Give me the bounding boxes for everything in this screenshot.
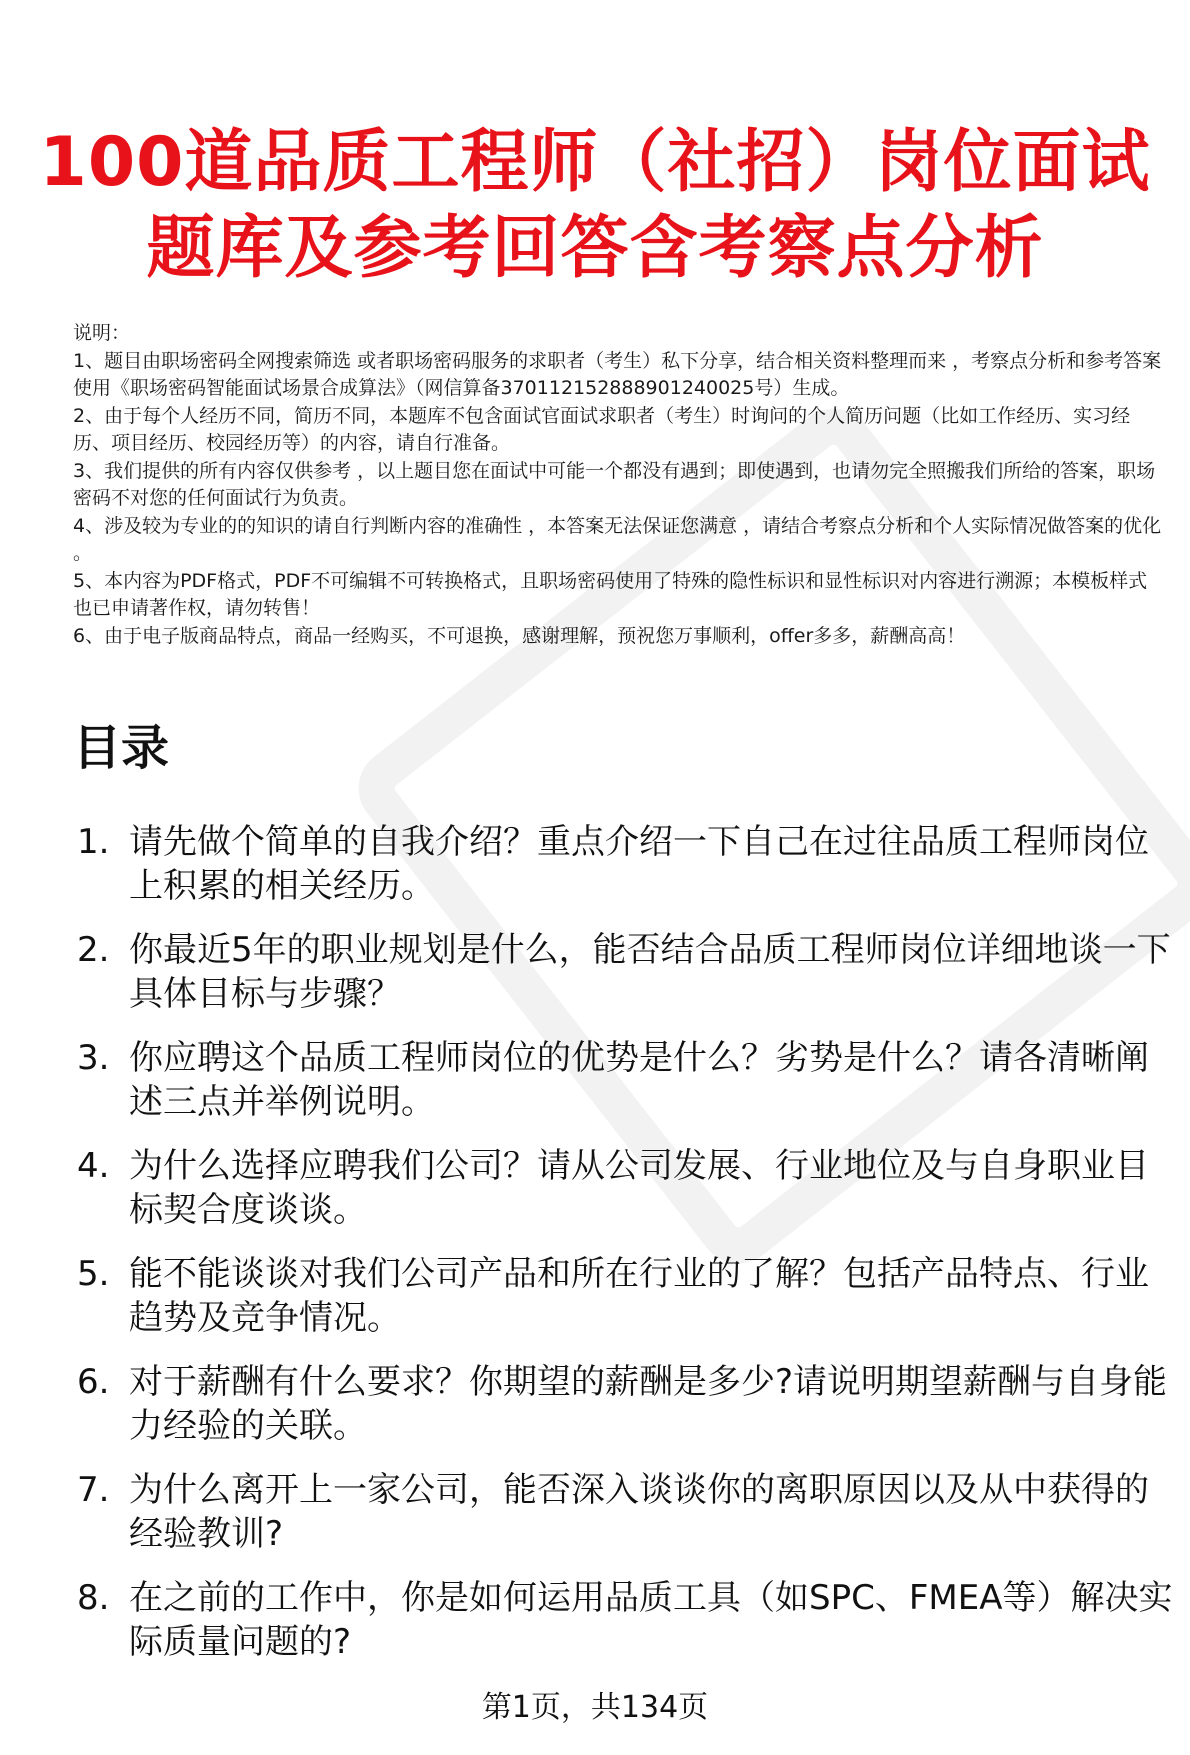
- toc-item-number: 3.: [77, 1038, 110, 1078]
- toc-item-text: 为什么选择应聘我们公司？请从公司发展、行业地位及与自身职业目标契合度谈谈。: [129, 1146, 1149, 1230]
- toc-item-text: 对于薪酬有什么要求？你期望的薪酬是多少?请说明期望薪酬与自身能力经验的关联。: [129, 1362, 1168, 1446]
- toc-item[interactable]: [73, 820, 1173, 928]
- note-item: 4、涉及较为专业的的知识的请自行判断内容的准确性 ，本答案无法保证您满意 ，请结合考察点分析和个人实际情况做答案的优化 。: [73, 514, 1162, 564]
- toc-item-text: 请先做个简单的自我介绍？重点介绍一下自己在过往品质工程师岗位上积累的相关经历。: [129, 822, 1149, 906]
- toc-item-text: 能不能谈谈对我们公司产品和所在行业的了解？包括产品特点、行业趋势及竞争情况。: [129, 1254, 1149, 1338]
- toc-item-number: 7.: [77, 1470, 110, 1510]
- toc-item[interactable]: [73, 1144, 1173, 1252]
- toc-item-number: 6.: [77, 1362, 110, 1402]
- toc-item-text: 在之前的工作中，你是如何运用品质工具（如SPC、FMEA等）解决实际质量问题的?: [129, 1578, 1173, 1662]
- toc-item-number: 1.: [77, 822, 110, 862]
- notes-section: [73, 320, 1163, 650]
- toc-item-number: 5.: [77, 1254, 110, 1294]
- toc-item[interactable]: [73, 1468, 1173, 1576]
- note-item: 1、题目由职场密码全网搜索筛选 或者职场密码服务的求职者（考生）私下分享，结合相关资料整理而来 ，考察点分析和参考答案使用《职场密码智能面试场景合成算法》（网信算备370112152888901240025号）生成。: [73, 349, 1162, 399]
- title-line-2: 题库及参考回答含考察点分析: [146, 209, 1044, 288]
- note-item: 5、本内容为PDF格式，PDF不可编辑不可转换格式，且职场密码使用了特殊的隐性标识和显性标识对内容进行溯源；本模板样式也已申请著作权，请勿转售！: [73, 569, 1148, 619]
- toc-item[interactable]: [73, 1576, 1173, 1684]
- document-title: [0, 120, 1190, 292]
- toc-item[interactable]: [73, 1252, 1173, 1360]
- note-item: 3、我们提供的所有内容仅供参考 ，以上题目您在面试中可能一个都没有遇到；即使遇到，也请勿完全照搬我们所给的答案，职场密码不对您的任何面试行为负责。: [73, 459, 1156, 509]
- toc-heading: 目录: [73, 720, 170, 776]
- toc-item[interactable]: [73, 1360, 1173, 1468]
- title-line-1: 100道品质工程师（社招）岗位面试: [39, 123, 1151, 202]
- toc-item[interactable]: [73, 1036, 1173, 1144]
- notes-label: 说明：: [73, 322, 131, 344]
- toc-item-text: 你最近5年的职业规划是什么，能否结合品质工程师岗位详细地谈一下具体目标与步骤？: [129, 930, 1171, 1014]
- toc-item[interactable]: [73, 928, 1173, 1036]
- toc-item-text: 你应聘这个品质工程师岗位的优势是什么？劣势是什么？请各清晰阐述三点并举例说明。: [129, 1038, 1149, 1122]
- note-item: 2、由于每个人经历不同，简历不同，本题库不包含面试官面试求职者（考生）时询问的个人简历问题（比如工作经历、实习经历、项目经历、校园经历等）的内容，请自行准备。: [73, 404, 1131, 454]
- toc-item-number: 2.: [77, 930, 110, 970]
- toc-list: [73, 820, 1173, 1684]
- toc-item-number: 8.: [77, 1578, 110, 1618]
- toc-item-text: 为什么离开上一家公司，能否深入谈谈你的离职原因以及从中获得的经验教训?: [129, 1470, 1149, 1554]
- note-item: 6、由于电子版商品特点，商品一经购买，不可退换，感谢理解，预祝您万事顺利，offer多多，薪酬高高！: [73, 624, 966, 647]
- page-footer: 第1页，共134页: [481, 1690, 709, 1725]
- toc-item-number: 4.: [77, 1146, 110, 1186]
